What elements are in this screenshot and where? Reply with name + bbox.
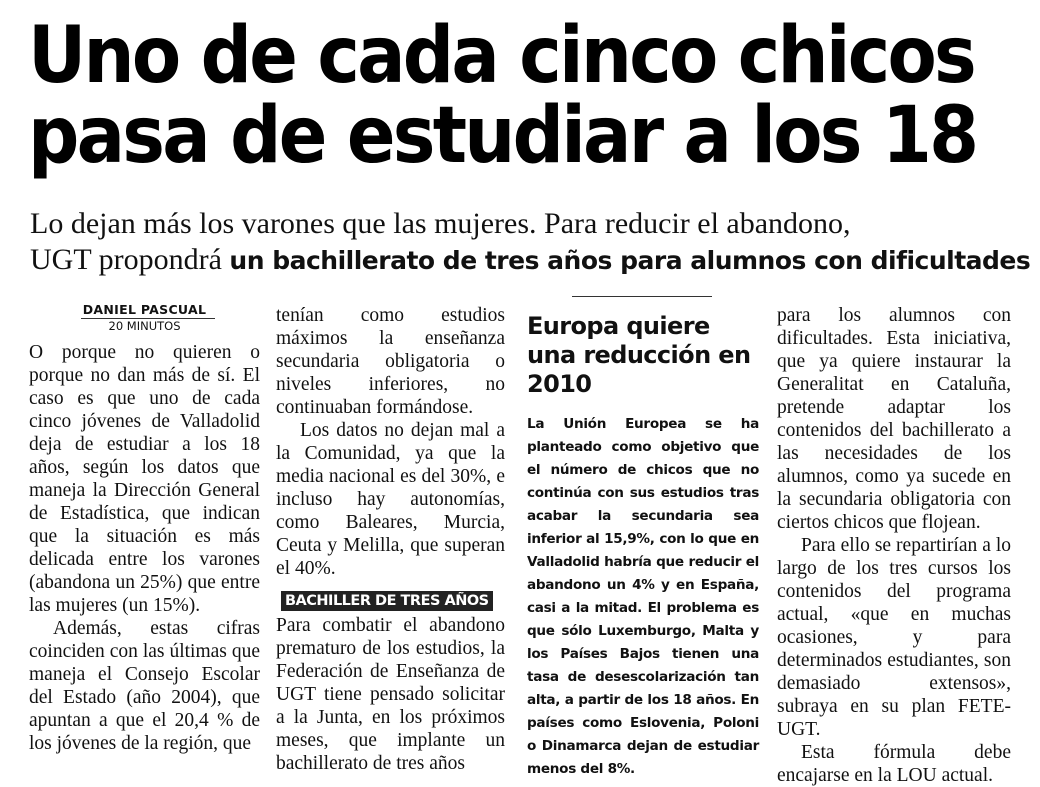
sidebar-box	[527, 300, 759, 781]
column-1	[29, 300, 260, 755]
column-4-paragraph-1: para los alumnos con dificultades. Esta iniciativa, que ya quiere instaurar la Generalitat en Cataluña, pretende adaptar los contenidos del bachillerato a las necesidades de los alumnos, como ya sucede en la secundaria obligatoria con ciertos chicos que flojean.	[777, 305, 1011, 533]
subtitle-line-1: Lo dejan más los varones que las mujeres. Para reducir el abandono,	[30, 207, 851, 240]
byline-author: DANIEL PASCUAL	[82, 302, 207, 317]
column-2-paragraph-2: Los datos no dejan mal a la Comunidad, ya que la media nacional es del 30%, e incluso hay autonomías, como Baleares, Murcia, Ceuta y Melilla, que superan el 40%.	[276, 420, 505, 579]
sidebar-top-rule	[572, 296, 712, 297]
column-2-paragraph-1: tenían como estudios máximos la enseñanza secundaria obligatoria o niveles inferiores, no continuaban formándose.	[276, 305, 505, 418]
column-1-paragraph-2: Además, estas cifras coinciden con las últimas que maneja el Consejo Escolar del Estado (año 2004), que apuntan a que el 20,4 % de los jóvenes de la región, que	[29, 618, 260, 754]
column-1-paragraph-1: O porque no quieren o porque no dan más de sí. El caso es que uno de cada cinco jóvenes de Valladolid deja de estudiar a los 18 años, según los datos que maneja la Dirección General de Estadística, que indican que la situación es más delicada entre los varones (abandona un 25%) que entre las mujeres (un 15%).	[29, 342, 260, 616]
headline-line-1: Uno de cada cinco chicos	[28, 11, 974, 101]
sidebar-title: Europa quiere una reducción en 2010	[527, 312, 751, 398]
subtitle	[30, 206, 1031, 279]
subtitle-line-2-plain: UGT propondrá	[30, 243, 230, 276]
section-label: BACHILLER DE TRES AÑOS	[281, 591, 493, 611]
column-2	[276, 304, 505, 775]
column-4-paragraph-3: Esta fórmula debe encajarse en la LOU actual.	[777, 742, 1011, 786]
headline-line-2: pasa de estudiar a los 18	[28, 91, 977, 181]
headline	[28, 11, 977, 181]
byline-divider	[81, 318, 215, 319]
column-2-paragraph-3: Para combatir el abandono prematuro de los estudios, la Federación de Enseñanza de UGT tiene pensado solicitar a la Junta, en los próximos meses, que implante un bachillerato de tres años	[276, 615, 505, 774]
subtitle-line-2	[30, 242, 1031, 279]
subtitle-line-2-bold: un bachillerato de tres años para alumnos con dificultades	[229, 246, 1031, 275]
column-4-paragraph-2: Para ello se repartirían a lo largo de los tres cursos los contenidos del programa actual, «que en muchas ocasiones, y para determinados estudiantes, son demasiado extensos», subraya en su plan FETE-UGT.	[777, 535, 1011, 740]
sidebar-text: La Unión Europea se ha planteado como objetivo que el número de chicos que no continúa con sus estudios tras acabar la secundaria sea inferior al 15,9%, con lo que en Valladolid habría que reducir el abandono un 4% y en España, casi a la mitad. El problema es que sólo Luxemburgo, Malta y los Países Bajos tienen una tasa de desescolarización tan alta, a partir de los 18 años. En países como Eslovenia, Poloni o Dinamarca dejan de estudiar menos del 8%.	[527, 416, 759, 777]
column-4	[777, 304, 1011, 787]
byline-source: 20 MINUTOS	[108, 319, 181, 333]
